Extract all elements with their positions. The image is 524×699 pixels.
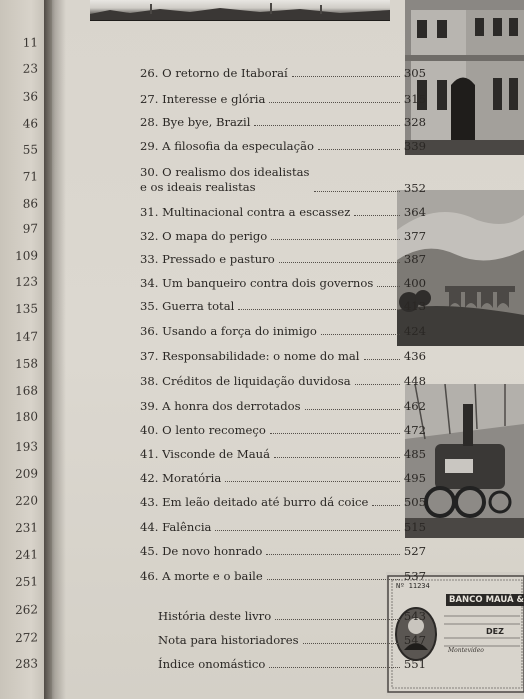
left-page-number: 220 bbox=[15, 493, 38, 509]
toc-entry-text: Visconde de Mauá bbox=[162, 447, 271, 461]
toc-entry-text: O retorno de Itaboraí bbox=[162, 66, 288, 80]
toc-entry-title bbox=[140, 495, 368, 509]
dot-leader bbox=[215, 530, 399, 531]
toc-entry bbox=[140, 299, 426, 313]
toc-entry-number: 39. bbox=[140, 399, 159, 413]
dot-leader bbox=[303, 643, 400, 644]
toc-entry-title bbox=[140, 324, 317, 338]
left-page-number: 71 bbox=[22, 169, 38, 184]
toc-entry bbox=[140, 544, 426, 558]
left-page-number: 46 bbox=[22, 116, 38, 131]
toc-entry-number: 32. bbox=[140, 229, 159, 243]
toc-page-number: 339 bbox=[403, 139, 426, 153]
toc-entry-title bbox=[140, 471, 221, 485]
toc-entry bbox=[140, 66, 426, 80]
toc-entry bbox=[140, 324, 426, 338]
left-page-number: 262 bbox=[15, 602, 38, 618]
dot-leader bbox=[377, 286, 400, 287]
toc-page-number: 352 bbox=[403, 181, 426, 195]
toc-page-number: 515 bbox=[403, 520, 426, 534]
toc-entry-title bbox=[140, 374, 351, 388]
left-page-number: 23 bbox=[22, 61, 38, 76]
dot-leader bbox=[269, 667, 400, 668]
toc-entry-title bbox=[140, 252, 275, 266]
toc-entry bbox=[140, 92, 426, 106]
toc-page-number: 436 bbox=[403, 349, 426, 363]
toc-entry-number: 26. bbox=[140, 66, 159, 80]
left-page-number: 272 bbox=[15, 630, 38, 646]
left-page-number: 109 bbox=[15, 248, 38, 264]
toc-entry bbox=[140, 399, 426, 413]
toc-entry-number: 38. bbox=[140, 374, 159, 388]
toc-entry-text: Pressado e pasturo bbox=[162, 252, 275, 266]
toc-entry bbox=[140, 205, 426, 219]
toc-entry-title bbox=[140, 115, 250, 129]
toc-entry-number: 31. bbox=[140, 205, 159, 219]
left-page-number: 283 bbox=[15, 656, 38, 672]
appendix-title: Índice onomástico bbox=[158, 657, 266, 671]
toc-entry-title bbox=[140, 205, 350, 219]
right-page bbox=[52, 0, 524, 699]
dot-leader bbox=[271, 239, 400, 240]
toc-entry-title bbox=[140, 447, 270, 461]
toc-entry-title bbox=[140, 66, 288, 80]
toc-entry-text: Um banqueiro contra dois governos bbox=[162, 276, 374, 290]
dot-leader bbox=[275, 619, 400, 620]
toc-page-number: 495 bbox=[403, 471, 426, 485]
toc-entry-number: 46. bbox=[140, 569, 159, 583]
toc-entry-text: Moratória bbox=[162, 471, 222, 485]
toc-entry-title bbox=[140, 520, 211, 534]
left-page-number: 123 bbox=[15, 274, 38, 290]
toc-page-number: 387 bbox=[403, 252, 426, 266]
toc-entry-number: 28. bbox=[140, 115, 159, 129]
toc-page-number: 462 bbox=[403, 399, 426, 413]
toc-entry bbox=[140, 569, 426, 583]
toc-entry-title bbox=[140, 399, 301, 413]
toc-entry-text: Interesse e glória bbox=[162, 92, 266, 106]
toc-entry-title bbox=[140, 165, 310, 195]
toc-entry-title bbox=[140, 139, 314, 153]
left-page-number: 241 bbox=[15, 547, 38, 563]
toc-entry-number: 43. bbox=[140, 495, 159, 509]
toc-page-number: 448 bbox=[403, 374, 426, 388]
toc-entry bbox=[140, 495, 426, 509]
left-page-number: 147 bbox=[15, 329, 38, 345]
toc-entry-text: A filosofia da especulação bbox=[162, 139, 314, 153]
toc-entry-text: O lento recomeço bbox=[162, 423, 266, 437]
toc-entry-text: A morte e o baile bbox=[162, 569, 263, 583]
appendix-page-number: 551 bbox=[403, 657, 426, 671]
toc-page-number: 413 bbox=[403, 299, 426, 313]
toc-entry-title bbox=[140, 276, 373, 290]
toc-entry-number: 45. bbox=[140, 544, 159, 558]
toc-entry-title bbox=[140, 229, 267, 243]
toc-entry-title bbox=[140, 299, 234, 313]
left-page-number: 180 bbox=[15, 409, 38, 425]
dot-leader bbox=[279, 262, 400, 263]
toc-entry-text: Usando a força do inimigo bbox=[162, 324, 317, 338]
toc-entry-number: 42. bbox=[140, 471, 159, 485]
banknote-amount: DEZ bbox=[486, 627, 504, 636]
dot-leader bbox=[364, 359, 400, 360]
appendix-entry bbox=[158, 657, 426, 671]
banknote-bank-name: BANCO MAUÁ & bbox=[449, 595, 524, 605]
toc-entry-title bbox=[140, 92, 265, 106]
left-page-number: 251 bbox=[15, 574, 38, 590]
toc-page-number: 537 bbox=[403, 569, 426, 583]
left-page-number: 11 bbox=[22, 35, 38, 50]
banknote-number: Nº 11234 bbox=[396, 582, 430, 590]
toc-entry-text: A honra dos derrotados bbox=[162, 399, 301, 413]
left-page-number: 209 bbox=[15, 466, 38, 482]
toc-page-number: 328 bbox=[403, 115, 426, 129]
toc-entry bbox=[140, 276, 426, 290]
appendix-title: História deste livro bbox=[158, 609, 272, 623]
dot-leader bbox=[321, 334, 400, 335]
toc-entry-title bbox=[140, 569, 263, 583]
dot-leader bbox=[305, 409, 400, 410]
toc-page-number: 527 bbox=[403, 544, 426, 558]
dot-leader bbox=[372, 505, 399, 506]
dot-leader bbox=[314, 191, 400, 192]
dot-leader bbox=[225, 481, 400, 482]
toc-entry-number: 41. bbox=[140, 447, 159, 461]
toc-entry bbox=[140, 520, 426, 534]
toc-entry bbox=[140, 229, 426, 243]
toc-entry-number: 37. bbox=[140, 349, 159, 363]
toc-entry-number: 33. bbox=[140, 252, 159, 266]
toc-page-number: 377 bbox=[403, 229, 426, 243]
toc-page-number: 472 bbox=[403, 423, 426, 437]
toc-entry-title-line1: O realismo dos idealistas bbox=[162, 165, 310, 179]
left-page-number: 55 bbox=[22, 142, 38, 157]
toc-page-number: 485 bbox=[403, 447, 426, 461]
toc-entry-number: 27. bbox=[140, 92, 159, 106]
toc-entry-title-line2: e os ideais realistas bbox=[140, 180, 256, 194]
toc-entry-text: Falência bbox=[162, 520, 212, 534]
toc-entry-number: 29. bbox=[140, 139, 159, 153]
toc-page-number: 400 bbox=[403, 276, 426, 290]
dot-leader bbox=[354, 215, 400, 216]
appendix-title: Nota para historiadores bbox=[158, 633, 299, 647]
toc-entry bbox=[140, 374, 426, 388]
toc-page-number: 505 bbox=[403, 495, 426, 509]
dot-leader bbox=[238, 309, 400, 310]
dot-leader bbox=[270, 433, 400, 434]
toc-entry-number: 36. bbox=[140, 324, 159, 338]
appendix-page-number: 543 bbox=[403, 609, 426, 623]
book-gutter bbox=[44, 0, 66, 699]
left-page-number: 168 bbox=[15, 383, 38, 399]
toc-entry-number: 30. bbox=[140, 165, 159, 179]
toc-page-number: 305 bbox=[403, 66, 426, 80]
toc-entry-number: 35. bbox=[140, 299, 159, 313]
toc-entry bbox=[140, 139, 426, 153]
toc-entry-text: Responsabilidade: o nome do mal bbox=[162, 349, 360, 363]
dot-leader bbox=[269, 102, 399, 103]
toc-page-number: 364 bbox=[403, 205, 426, 219]
toc-entry bbox=[140, 252, 426, 266]
toc-entry-title bbox=[140, 423, 266, 437]
left-page-number: 97 bbox=[22, 221, 38, 236]
toc-entry-number: 40. bbox=[140, 423, 159, 437]
toc-entry bbox=[140, 447, 426, 461]
toc-entry-number: 44. bbox=[140, 520, 159, 534]
left-page-number: 231 bbox=[15, 520, 38, 536]
left-page-number: 158 bbox=[15, 356, 38, 372]
toc-entry-text: Guerra total bbox=[162, 299, 235, 313]
dot-leader bbox=[274, 457, 400, 458]
toc-entry-number: 34. bbox=[140, 276, 159, 290]
toc-entry-text: Bye bye, Brazil bbox=[162, 115, 251, 129]
toc-entry-text: Multinacional contra a escassez bbox=[162, 205, 351, 219]
toc-entry bbox=[140, 423, 426, 437]
toc-entry bbox=[140, 471, 426, 485]
banknote-place: Montevideo bbox=[448, 647, 484, 654]
toc-entry bbox=[140, 165, 426, 195]
toc-page-number: 424 bbox=[403, 324, 426, 338]
dot-leader bbox=[267, 579, 400, 580]
dot-leader bbox=[254, 125, 399, 126]
left-page-number: 135 bbox=[15, 301, 38, 317]
harbor-photo bbox=[90, 0, 390, 21]
appendix-entry bbox=[158, 609, 426, 623]
toc-entry-text: Créditos de liquidação duvidosa bbox=[162, 374, 351, 388]
left-page-number: 36 bbox=[22, 89, 38, 104]
left-page-number: 193 bbox=[15, 439, 38, 455]
dot-leader bbox=[355, 384, 400, 385]
dot-leader bbox=[292, 76, 400, 77]
toc-entry-text: O mapa do perigo bbox=[162, 229, 268, 243]
toc-entry bbox=[140, 349, 426, 363]
toc-entry-title bbox=[140, 544, 262, 558]
appendix-entry bbox=[158, 633, 426, 647]
left-page-number: 86 bbox=[22, 196, 38, 211]
toc-entry bbox=[140, 115, 426, 129]
dot-leader bbox=[318, 149, 400, 150]
toc-entry-title bbox=[140, 349, 360, 363]
toc-entry-text: De novo honrado bbox=[162, 544, 263, 558]
toc-page-number: 315 bbox=[403, 92, 426, 106]
toc-entry-text: Em leão deitado até burro dá coice bbox=[162, 495, 369, 509]
dot-leader bbox=[266, 554, 399, 555]
appendix-page-number: 547 bbox=[403, 633, 426, 647]
